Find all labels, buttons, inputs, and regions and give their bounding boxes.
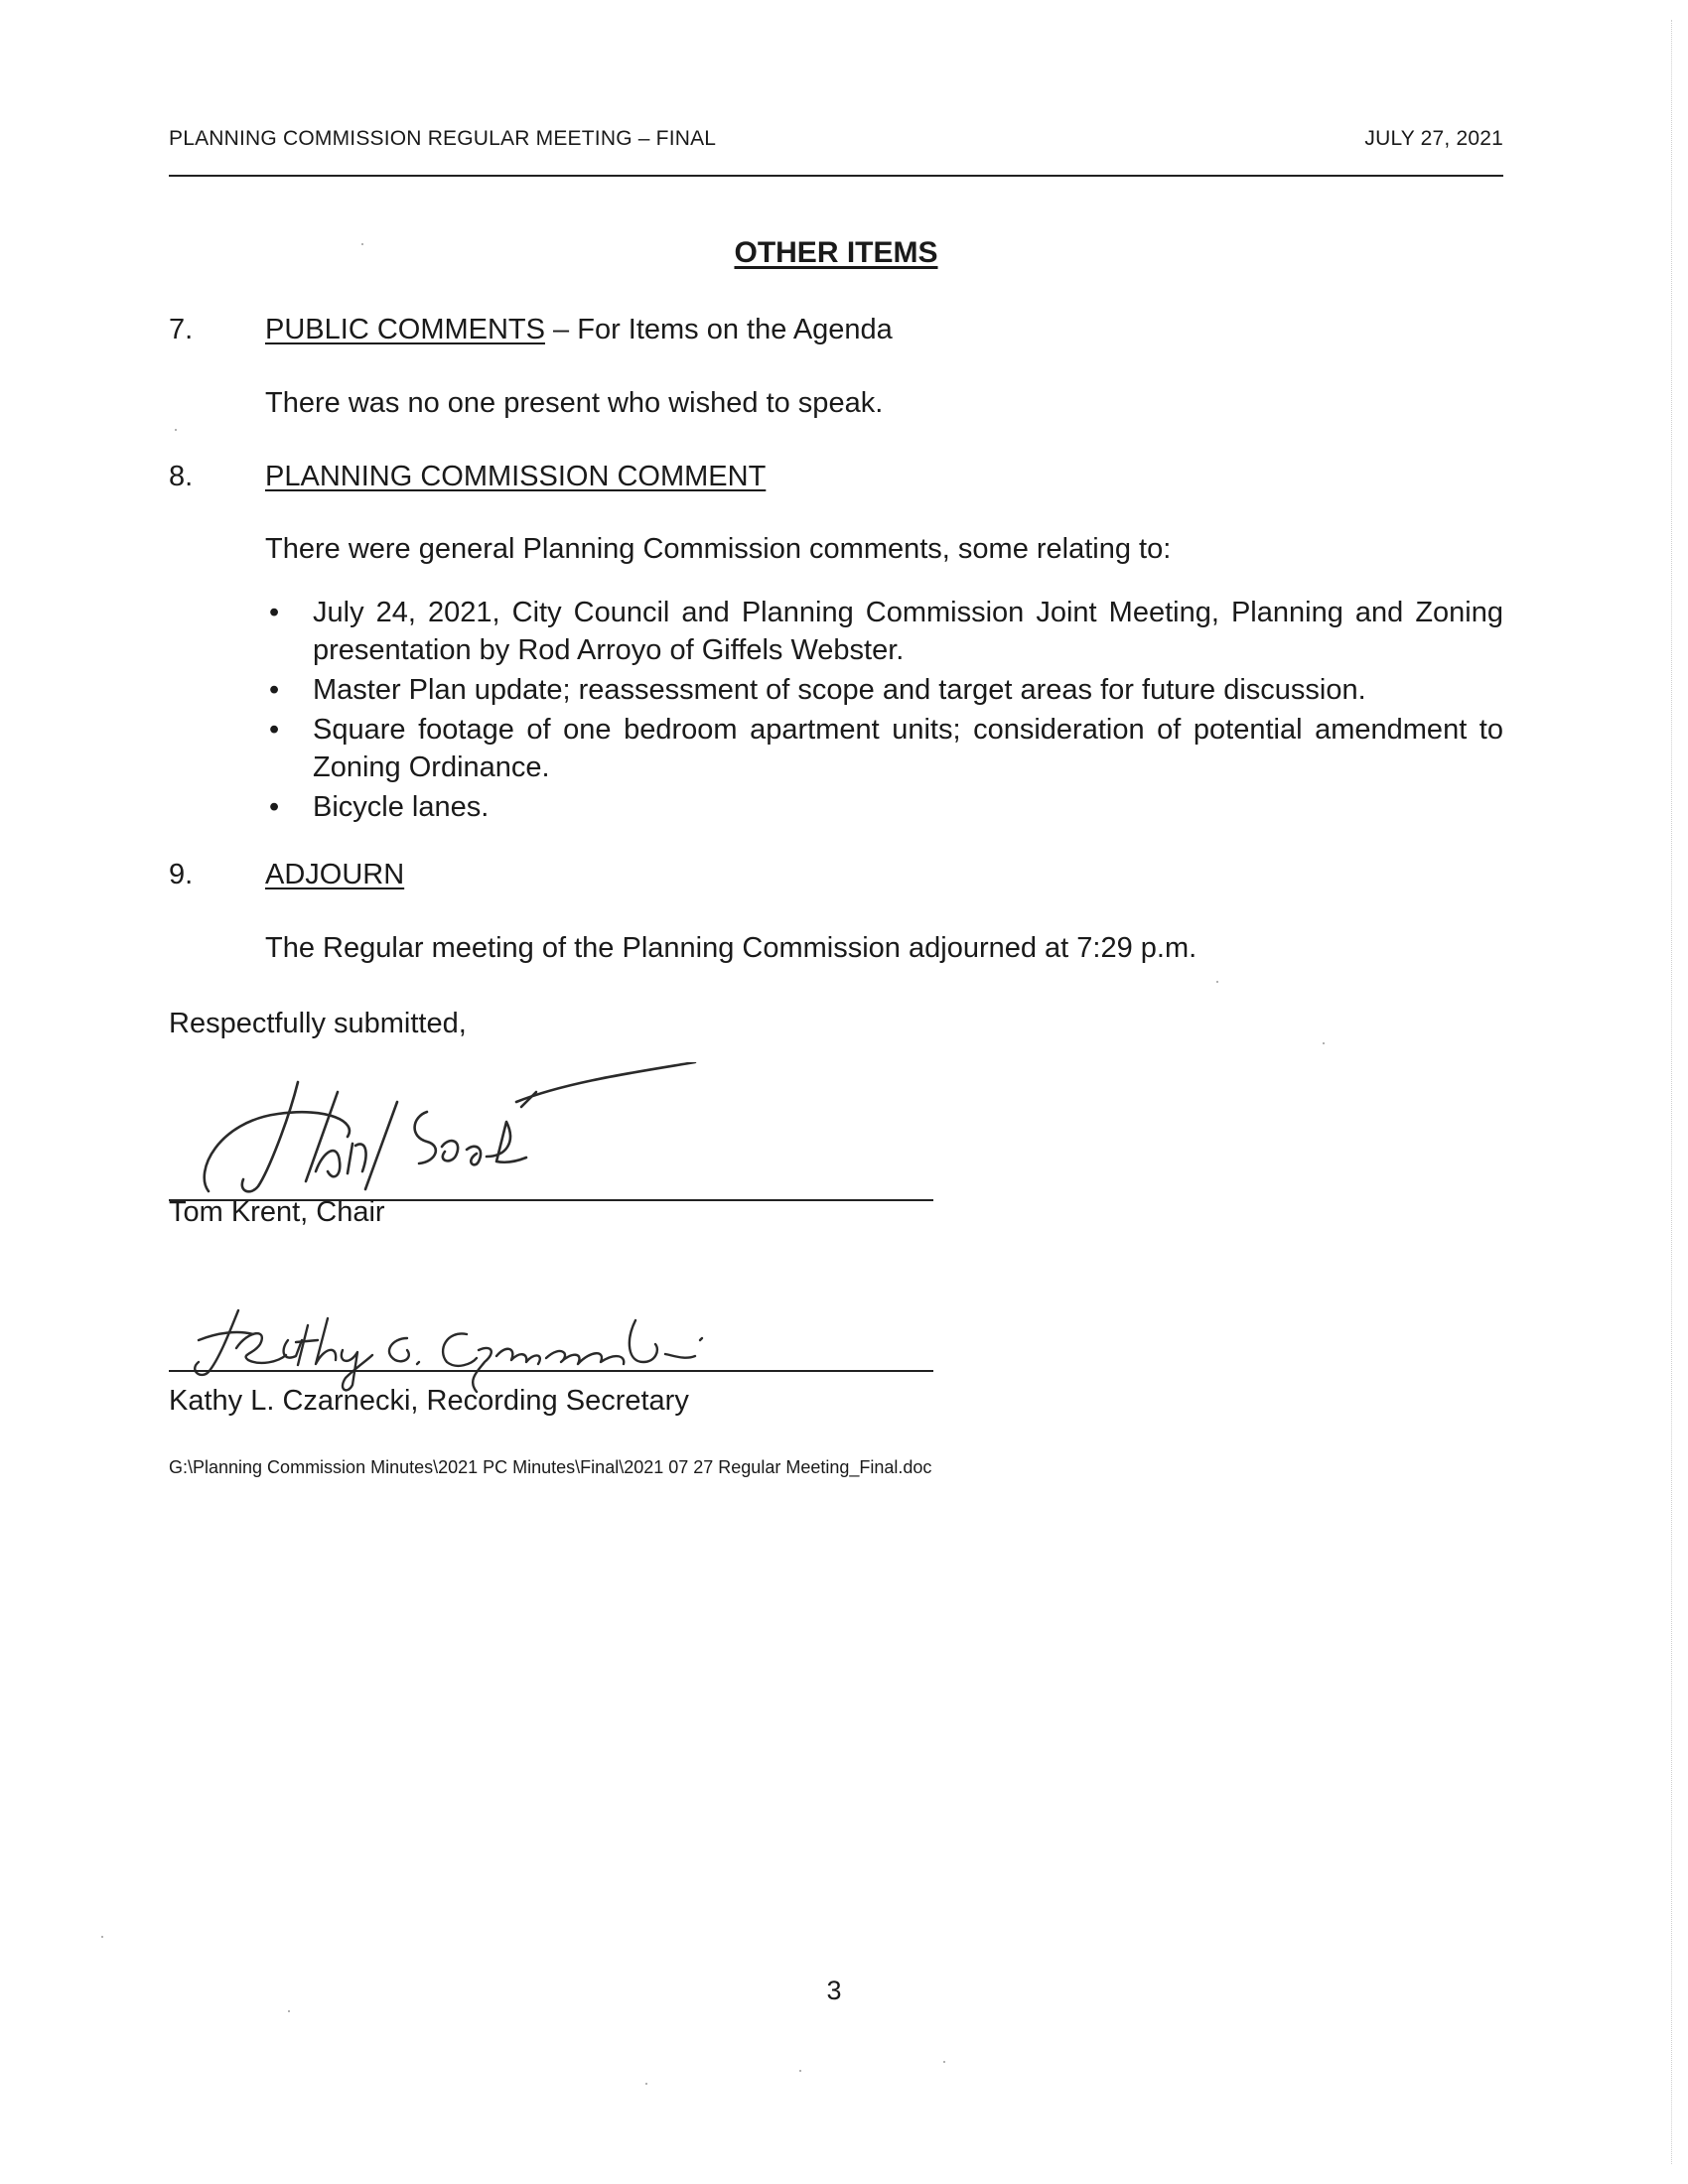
signature-block-chair [169, 1062, 933, 1241]
item-heading [265, 314, 893, 346]
closing-text: Respectfully submitted, [169, 1008, 467, 1039]
list-item-text: Master Plan update; reassessment of scope and target areas for future discussion. [313, 674, 1366, 706]
file-path: G:\Planning Commission Minutes\2021 PC Minutes\Final\2021 07 27 Regular Meeting_Final.doc [169, 1457, 932, 1477]
item-number: 7. [169, 314, 194, 345]
item-heading-text: PLANNING COMMISSION COMMENT [265, 461, 767, 492]
scan-speck [799, 2070, 801, 2072]
item-body: There was no one present who wished to speak. [265, 387, 884, 419]
list-item-text: Square footage of one bedroom apartment units; consideration of potential amendment to Zoning Ordinance. [313, 714, 1503, 783]
page-edge [1671, 20, 1672, 2164]
item-number: 9. [169, 859, 194, 890]
scan-speck [645, 2083, 647, 2085]
list-item-text: Bicycle lanes. [313, 791, 490, 823]
bullet-icon: • [269, 714, 280, 746]
item-heading-suffix: – For Items on the Agenda [544, 314, 893, 345]
scan-speck [288, 2010, 290, 2012]
item-heading [265, 461, 766, 493]
scan-speck [1323, 1042, 1325, 1044]
item-body: The Regular meeting of the Planning Commission adjourned at 7:29 p.m. [265, 932, 1197, 964]
list-item [265, 788, 1503, 826]
signature-chair-icon [189, 1062, 745, 1201]
scan-speck [361, 243, 363, 245]
item-heading [265, 859, 404, 891]
bullet-icon: • [269, 674, 280, 706]
scan-speck [943, 2061, 945, 2063]
signature-block-secretary [169, 1300, 933, 1430]
list-item [265, 711, 1503, 786]
signatory-name: Kathy L. Czarnecki, Recording Secretary [169, 1385, 689, 1417]
scan-speck [1216, 981, 1218, 983]
bullet-icon: • [269, 597, 280, 628]
signature-line [169, 1370, 933, 1372]
item-heading-text: ADJOURN [265, 859, 405, 890]
item-number: 8. [169, 461, 194, 492]
bullet-icon: • [269, 791, 280, 823]
section-title: OTHER ITEMS [734, 236, 938, 269]
scan-speck [175, 429, 177, 431]
header-date: JULY 27, 2021 [1364, 127, 1503, 150]
item-body: There were general Planning Commission comments, some relating to: [265, 533, 1172, 565]
header-title: PLANNING COMMISSION REGULAR MEETING – FINAL [169, 127, 717, 150]
list-item-text: July 24, 2021, City Council and Planning Commission Joint Meeting, Planning and Zoning presentation by Rod Arroyo of Giffels Webster. [313, 597, 1503, 666]
scan-speck [101, 1936, 103, 1938]
signatory-name: Tom Krent, Chair [169, 1196, 385, 1228]
header-rule [169, 175, 1503, 177]
page-number: 3 [826, 1976, 842, 2005]
list-item [265, 594, 1503, 669]
list-item [265, 671, 1503, 709]
item-heading-text: PUBLIC COMMENTS [265, 314, 545, 345]
comment-list [265, 594, 1503, 826]
